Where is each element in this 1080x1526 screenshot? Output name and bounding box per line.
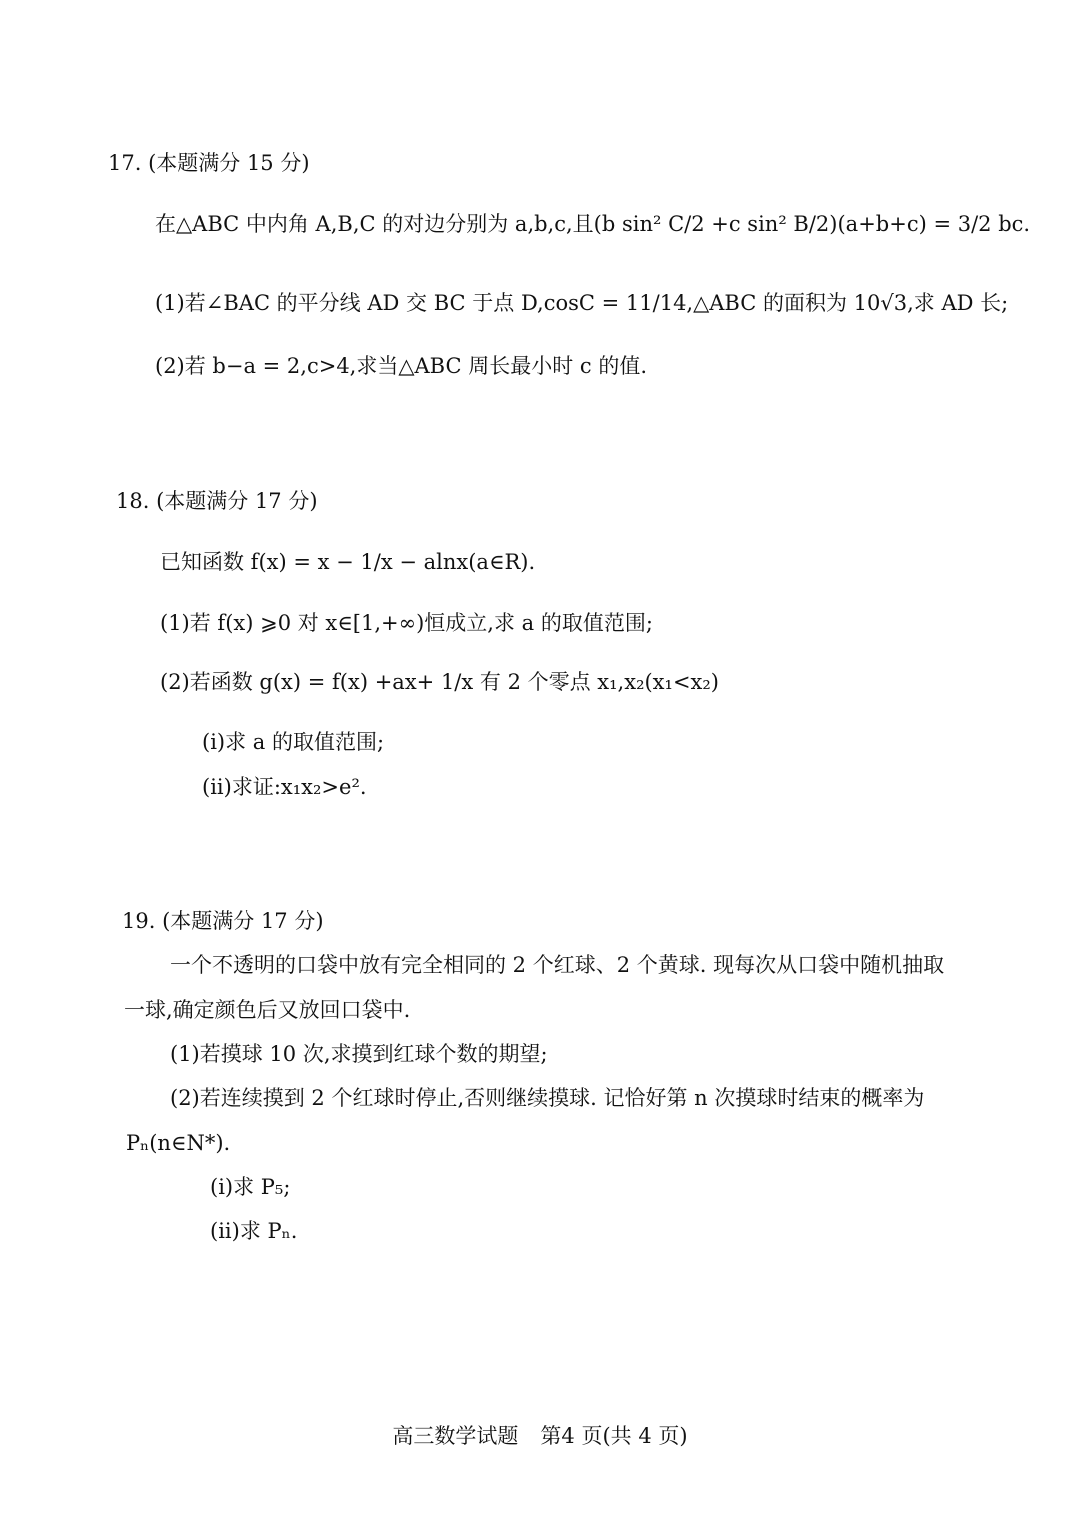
problem-19-statement-line-1: 一个不透明的口袋中放有完全相同的 2 个红球、2 个黄球. 现每次从口袋中随机抽取 [170, 953, 945, 977]
problem-18-part-2: (2)若函数 g(x) = f(x) +ax+ 1/x 有 2 个零点 x₁,x₂(x₁<x₂) [160, 670, 719, 694]
problem-19-part-2-line-1: (2)若连续摸到 2 个红球时停止,否则继续摸球. 记恰好第 n 次摸球时结束的概率为 [170, 1086, 925, 1110]
problem-19-header: 19. (本题满分 17 分) [122, 909, 324, 933]
footer-page-number: 第4 页(共 4 页) [540, 1424, 688, 1448]
problem-17-header: 17. (本题满分 15 分) [108, 151, 310, 175]
problem-17-statement: 在△ABC 中内角 A,B,C 的对边分别为 a,b,c,且(b sin² C/2 +c sin² B/2)(a+b+c) = 3/2 bc. [155, 212, 1031, 236]
problem-18-part-1: (1)若 f(x) ⩾0 对 x∈[1,+∞)恒成立,求 a 的取值范围; [160, 611, 653, 635]
problem-19-part-1: (1)若摸球 10 次,求摸到红球个数的期望; [170, 1042, 548, 1066]
problem-19-part-2-line-2: Pₙ(n∈N*). [126, 1131, 231, 1155]
footer-subject: 高三数学试题 [392, 1424, 519, 1448]
problem-18-part-2-i: (i)求 a 的取值范围; [202, 730, 385, 754]
problem-17-part-2: (2)若 b−a = 2,c>4,求当△ABC 周长最小时 c 的值. [155, 354, 648, 378]
problem-19-part-2-i: (i)求 P₅; [210, 1175, 291, 1199]
problem-19-part-2-ii: (ii)求 Pₙ. [210, 1219, 298, 1243]
problem-18-statement: 已知函数 f(x) = x − 1/x − alnx(a∈R). [160, 550, 536, 574]
problem-18-header: 18. (本题满分 17 分) [116, 489, 318, 513]
problem-19-statement-line-2: 一球,确定颜色后又放回口袋中. [124, 998, 411, 1022]
problem-17-part-1: (1)若∠BAC 的平分线 AD 交 BC 于点 D,cosC = 11/14,△ABC 的面积为 10√3,求 AD 长; [155, 291, 1009, 315]
problem-18-part-2-ii: (ii)求证:x₁x₂>e². [202, 775, 367, 799]
page-footer [0, 1420, 1080, 1450]
